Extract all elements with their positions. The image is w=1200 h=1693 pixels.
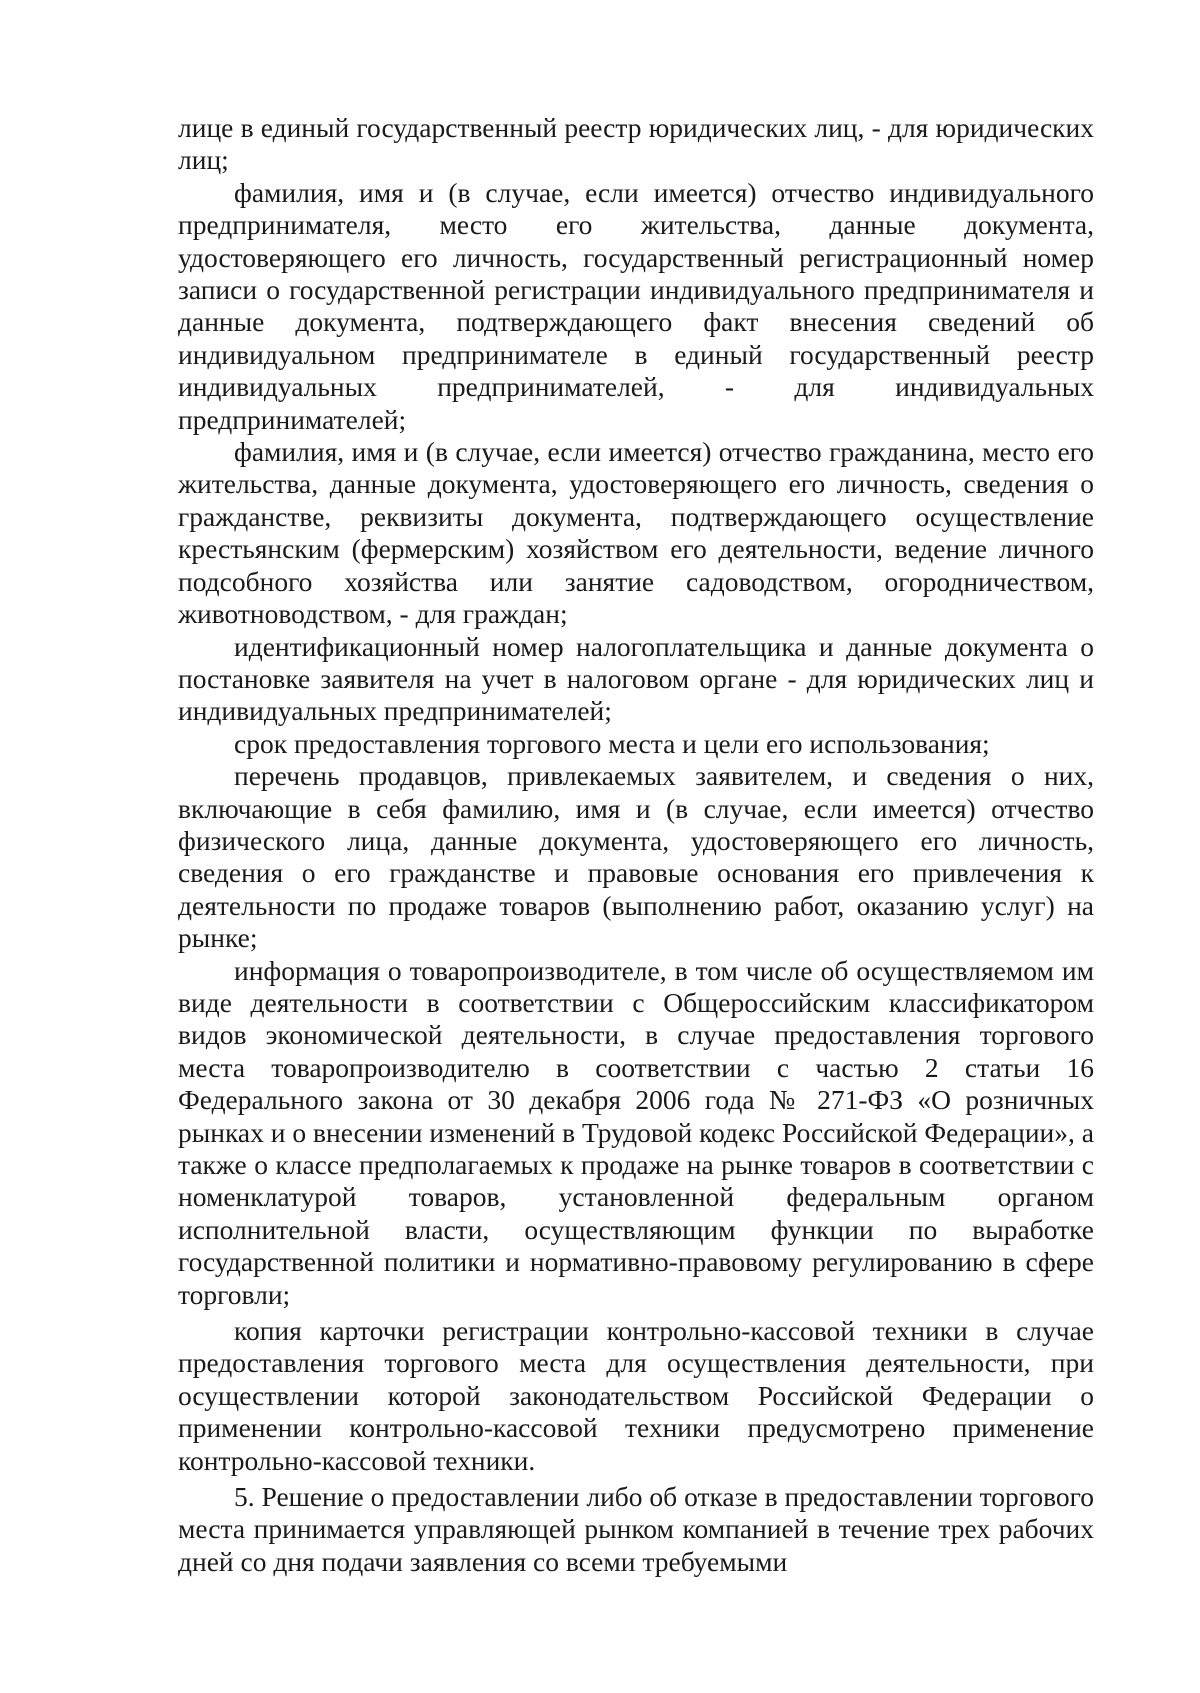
paragraph-legal-entity-tail: лице в единый государственный реестр юридических лиц, - для юридических лиц;	[178, 112, 1094, 176]
paragraph-producer-info: информация о товаропроизводителе, в том числе об осуществляемом им виде деятельности в соответствии с Общероссийским классификатором видов экономической деятельности, в случае предоставления торгового места товаропроизводителю в соответствии с частью 2 статьи 16 Федерального закона от 30 декабря 2006 года № 271-ФЗ «О розничных рынках и о внесении изменений в Трудовой кодекс Российской Федерации», а также о классе предполагаемых к продаже на рынке товаров в соответствии с номенклатурой товаров, установленной федеральным органом исполнительной власти, осуществляющим функции по выработке государственной политики и нормативно-правовому регулированию в сфере торговли;	[178, 954, 1094, 1310]
paragraph-individual-entrepreneur: фамилия, имя и (в случае, если имеется) отчество индивидуального предпринимателя, место его жительства, данные документа, удостоверяющего его личность, государственный регистрационный номер записи о государственной регистрации индивидуального предпринимателя и данные документа, подтверждающего факт внесения сведений об индивидуальном предпринимателе в единый государственный реестр индивидуальных предпринимателей, - для индивидуальных предпринимателей;	[178, 176, 1094, 435]
paragraph-sellers-list: перечень продавцов, привлекаемых заявителем, и сведения о них, включающие в себя фамилию, имя и (в случае, если имеется) отчество физического лица, данные документа, удостоверяющего его личность, сведения о его гражданстве и правовые основания его привлечения к деятельности по продаже товаров (выполнению работ, оказанию услуг) на рынке;	[178, 760, 1094, 954]
document-body	[178, 112, 1094, 1578]
paragraph-item-5-decision: 5. Решение о предоставлении либо об отказе в предоставлении торгового места принимается управляющей рынком компанией в течение трех рабочих дней со дня подачи заявления со всеми требуемыми	[178, 1481, 1094, 1577]
paragraph-taxpayer-id: идентификационный номер налогоплательщика и данные документа о постановке заявителя на учет в налоговом органе - для юридических лиц и индивидуальных предпринимателей;	[178, 630, 1094, 727]
paragraph-term: срок предоставления торгового места и цели его использования;	[234, 727, 990, 759]
paragraph-citizen: фамилия, имя и (в случае, если имеется) отчество гражданина, место его жительства, данные документа, удостоверяющего его личность, сведения о гражданстве, реквизиты документа, подтверждающего осуществление крестьянским (фермерским) хозяйством его деятельности, ведение личного подсобного хозяйства или занятие садоводством, огородничеством, животноводством, - для граждан;	[178, 436, 1094, 630]
paragraph-cash-register-card: копия карточки регистрации контрольно-кассовой техники в случае предоставления торгового места для осуществления деятельности, при осуществлении которой законодательством Российской Федерации о применении контрольно-кассовой техники предусмотрено применение контрольно-кассовой техники.	[178, 1315, 1094, 1476]
